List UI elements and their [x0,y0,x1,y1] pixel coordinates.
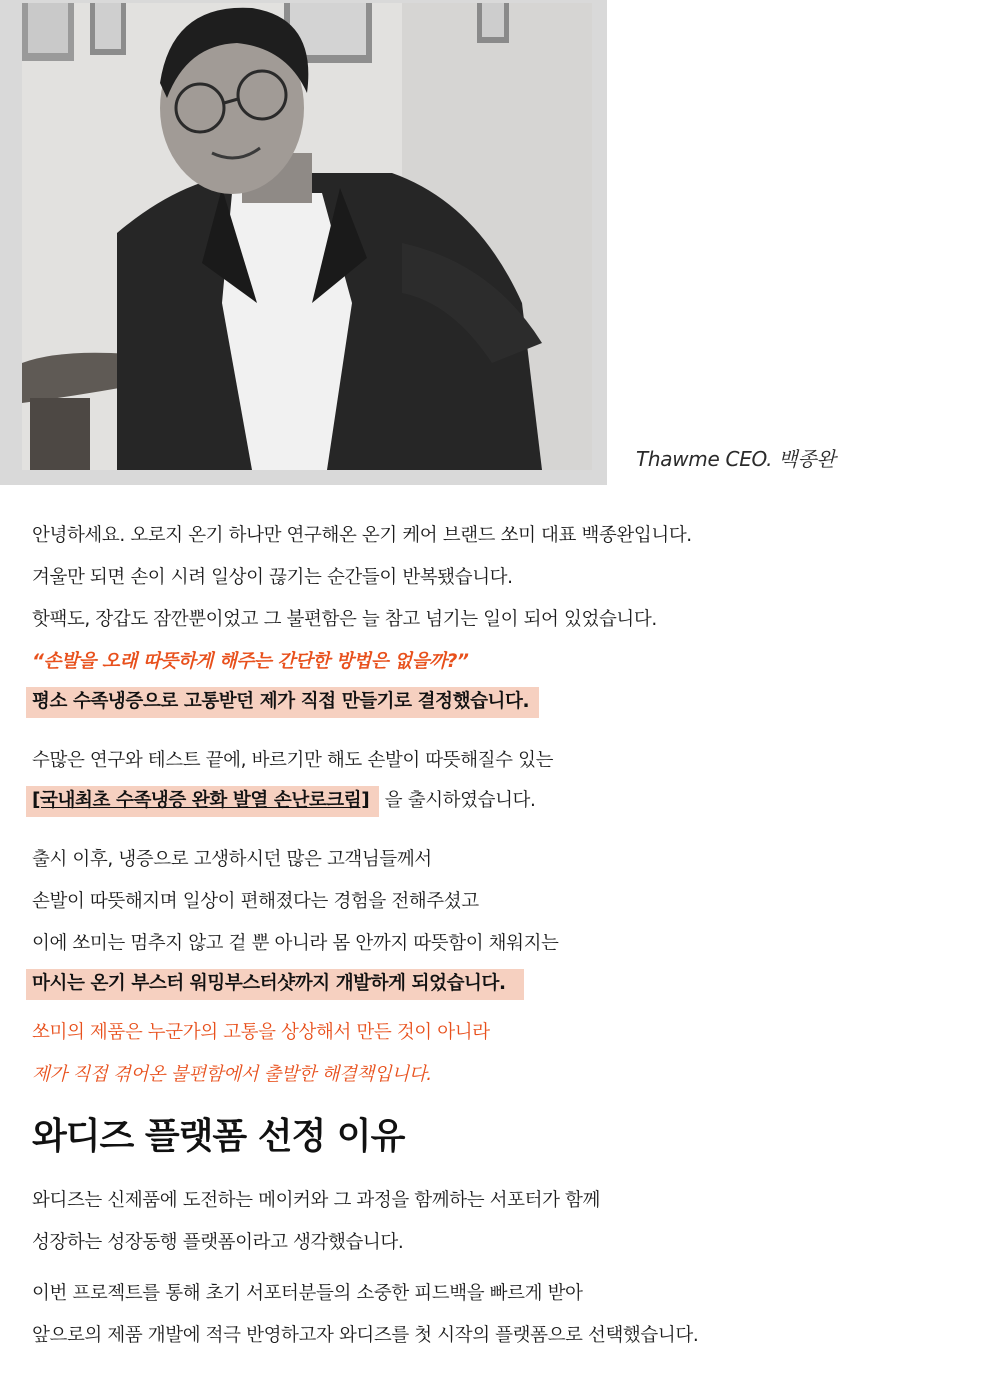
intro-greeting: 안녕하세요. 오로지 온기 하나만 연구해온 온기 케어 브랜드 쏘미 대표 백종완입니다. [32,525,692,546]
photo-caption: Thawme CEO. 백종완 [636,447,836,471]
intro-line-2: 겨울만 되면 손이 시려 일상이 끊기는 순간들이 반복됐습니다. [32,567,513,588]
decision-highlight: 평소 수족냉증으로 고통받던 제가 직접 만들기로 결정했습니다. [26,687,539,718]
intro-line-3: 핫팩도, 장갑도 잠깐뿐이었고 그 불편함은 늘 참고 넘기는 일이 되어 있었습니다. [32,609,657,630]
after-line-3: 이에 쏘미는 멈추지 않고 겉 뿐 아니라 몸 안까지 따뜻함이 채워지는 [32,933,559,954]
photo-frame [0,0,607,485]
booster-highlight: 마시는 온기 부스터 워밍부스터샷까지 개발하게 되었습니다. [26,969,524,1000]
launch-line-2 [32,786,972,817]
section-p2-line-1: 이번 프로젝트를 통해 초기 서포터분들의 소중한 피드백을 빠르게 받아 [32,1283,583,1304]
after-line-2: 손발이 따뜻해지며 일상이 편해졌다는 경험을 전해주셨고 [32,891,479,912]
section-p2-line-2: 앞으로의 제품 개발에 적극 반영하고자 와디즈를 첫 시작의 플랫폼으로 선택했습니다. [32,1325,699,1346]
section-heading: 와디즈 플랫폼 선정 이유 [32,1116,405,1157]
launch-suffix: 을 출시하였습니다. [379,790,536,811]
philosophy-line-1: 쏘미의 제품은 누군가의 고통을 상상해서 만든 것이 아니라 [32,1022,490,1043]
after-line-1: 출시 이후, 냉증으로 고생하시던 많은 고객님들께서 [32,849,432,870]
main-content [32,524,972,1348]
product-highlight: [국내최초 수족냉증 완화 발열 손난로크림] [26,786,379,817]
intro-quote: “손발을 오래 따뜻하게 해주는 간단한 방법은 없을까?” [32,651,469,672]
section-p1-line-2: 성장하는 성장동행 플랫폼이라고 생각했습니다. [32,1232,404,1253]
philosophy-line-2: 제가 직접 겪어온 불편함에서 출발한 해결책입니다. [32,1064,432,1085]
section-p1-line-1: 와디즈는 신제품에 도전하는 메이커와 그 과정을 함께하는 서포터가 함께 [32,1190,600,1211]
launch-line-1: 수많은 연구와 테스트 끝에, 바르기만 해도 손발이 따뜻해질수 있는 [32,750,554,771]
ceo-photo [22,3,592,470]
